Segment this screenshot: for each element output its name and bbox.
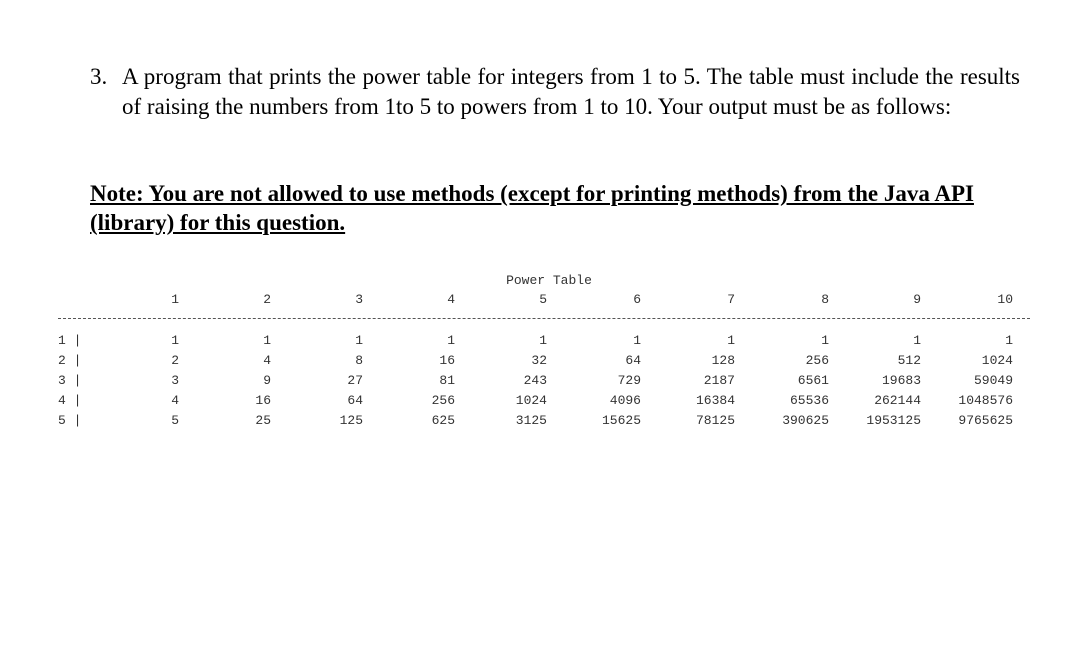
table-cell: 125: [339, 413, 363, 428]
table-cell: 1: [263, 333, 271, 348]
table-cell: 32: [531, 353, 547, 368]
table-cell: 256: [431, 393, 455, 408]
table-cell: 81: [439, 373, 455, 388]
column-header-7: 7: [727, 292, 735, 307]
column-header-5: 5: [539, 292, 547, 307]
table-cell: 1024: [981, 353, 1013, 368]
table-cell: 64: [347, 393, 363, 408]
table-cell: 1: [727, 333, 735, 348]
table-cell: 512: [897, 353, 921, 368]
row-label-1: 1 |: [58, 333, 82, 348]
table-cell: 1: [355, 333, 363, 348]
table-cell: 128: [711, 353, 735, 368]
table-cell: 16: [255, 393, 271, 408]
table-cell: 1: [633, 333, 641, 348]
row-label-5: 5 |: [58, 413, 82, 428]
table-cell: 1: [539, 333, 547, 348]
column-header-8: 8: [821, 292, 829, 307]
table-cell: 15625: [601, 413, 641, 428]
table-cell: 2: [171, 353, 179, 368]
table-cell: 1: [1005, 333, 1013, 348]
question-text: A program that prints the power table for integers from 1 to 5. The table must include the results of raising the numbers from 1to 5 to powers from 1 to 10. Your output must be as follows:: [122, 64, 1020, 119]
table-cell: 25: [255, 413, 271, 428]
table-cell: 625: [431, 413, 455, 428]
row-label-3: 3 |: [58, 373, 82, 388]
table-cell: 19683: [881, 373, 921, 388]
note-text: Note: You are not allowed to use methods (except for printing methods) from the Java API (library) for this question.: [90, 181, 974, 235]
table-divider: [58, 318, 1030, 319]
table-cell: 3: [171, 373, 179, 388]
table-cell: 390625: [782, 413, 829, 428]
table-cell: 6561: [797, 373, 829, 388]
table-cell: 1: [913, 333, 921, 348]
table-cell: 1024: [515, 393, 547, 408]
row-label-4: 4 |: [58, 393, 82, 408]
column-header-10: 10: [997, 292, 1013, 307]
table-cell: 256: [805, 353, 829, 368]
column-header-3: 3: [355, 292, 363, 307]
row-label-2: 2 |: [58, 353, 82, 368]
column-header-4: 4: [447, 292, 455, 307]
table-cell: 9: [263, 373, 271, 388]
table-cell: 16384: [695, 393, 735, 408]
table-cell: 16: [439, 353, 455, 368]
table-cell: 27: [347, 373, 363, 388]
table-title: Power Table: [506, 273, 592, 288]
table-cell: 243: [523, 373, 547, 388]
question-number: 3.: [90, 64, 108, 89]
table-cell: 1: [171, 333, 179, 348]
table-cell: 9765625: [958, 413, 1013, 428]
table-cell: 78125: [695, 413, 735, 428]
table-cell: 4096: [609, 393, 641, 408]
column-header-2: 2: [263, 292, 271, 307]
table-cell: 1: [447, 333, 455, 348]
table-cell: 64: [625, 353, 641, 368]
table-cell: 2187: [703, 373, 735, 388]
table-cell: 5: [171, 413, 179, 428]
column-header-1: 1: [171, 292, 179, 307]
table-cell: 1: [821, 333, 829, 348]
column-header-9: 9: [913, 292, 921, 307]
column-header-6: 6: [633, 292, 641, 307]
table-cell: 4: [263, 353, 271, 368]
table-cell: 4: [171, 393, 179, 408]
table-cell: 59049: [973, 373, 1013, 388]
table-cell: 262144: [874, 393, 921, 408]
table-cell: 1048576: [958, 393, 1013, 408]
table-cell: 65536: [789, 393, 829, 408]
table-cell: 8: [355, 353, 363, 368]
table-cell: 3125: [515, 413, 547, 428]
table-cell: 1953125: [866, 413, 921, 428]
table-cell: 729: [617, 373, 641, 388]
